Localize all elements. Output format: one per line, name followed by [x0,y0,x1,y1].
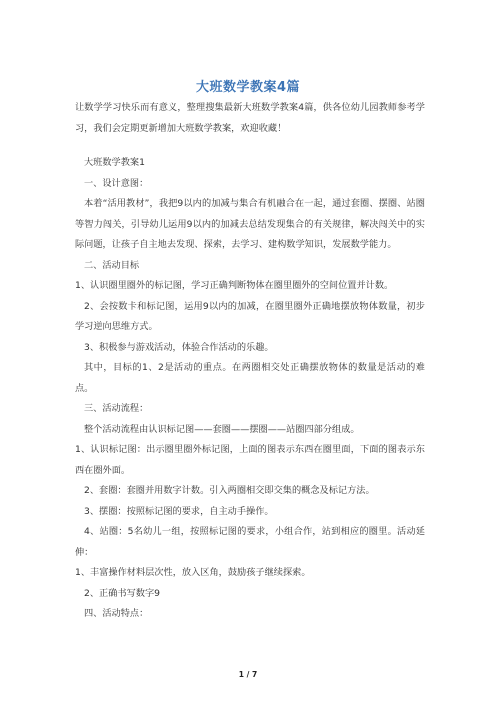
paragraph: 1、丰富操作材料层次性，放入区角，鼓励孩子继续探索。 [75,567,311,578]
paragraph: 4、站圈：5名幼儿一组，按照标记图的要求，小组合作，站到相应的圈里。活动延伸： [75,526,425,558]
paragraph: 本着“活用教材”，我把9以内的加减与集合有机融合在一起，通过套圈、摆圈、站圈等智力闯关，引导幼儿运用9以内的加减去总结发现集合的有关规律，解决闯关中的实际问题，让孩子自主地去发现、探索，去学习、建构数学知识，发展数学能力。 [75,198,425,250]
paragraph: 2、套圈：套圈并用数字计数。引入两圈相交即交集的概念及标记方法。 [84,485,375,496]
paragraph: 2、会按数卡和标记图，运用9以内的加减，在圈里圈外正确地摆放物体数量，初步学习逆向思维方式。 [75,300,425,332]
paragraph: 三、活动流程： [84,403,149,414]
spacer [75,139,425,153]
document-title: 大班数学教案4篇 [195,80,301,95]
paragraph: 3、积极参与游戏活动，体验合作活动的乐趣。 [84,341,274,353]
page-indicator: 1 / 7 [238,670,258,679]
section-heading: 大班数学教案1 [84,157,145,168]
paragraph: 3、摆圈：按照标记图的要求，自主动手操作。 [84,505,274,517]
paragraph: 一、设计意图： [84,177,149,189]
paragraph: 1、认识标记图：出示圈里圈外标记图，上面的图表示东西在圈里面，下面的图表示东西在圈外面。 [75,444,425,476]
paragraph: 2、正确书写数字9 [84,587,161,599]
paragraph: 二、活动目标 [84,259,140,271]
intro-paragraph: 让数学学习快乐而有意义，整理搜集最新大班数学教案4篇，供各位幼儿园教师参考学习，我们会定期更新增加大班数学教案，欢迎收藏！ [75,102,425,134]
paragraph: 1、认识圈里圈外的标记图，学习正确判断物体在圈里圈外的空间位置并计数。 [75,280,394,291]
paragraph: 整个活动流程由认识标记图——套圈——摆圈——站圈四部分组成。 [84,423,360,435]
paragraph: 其中，目标的1、2是活动的重点。在两圈相交处正确摆放物体的数量是活动的难点。 [75,362,425,394]
paragraph: 四、活动特点： [84,608,149,619]
document-body [75,98,425,625]
